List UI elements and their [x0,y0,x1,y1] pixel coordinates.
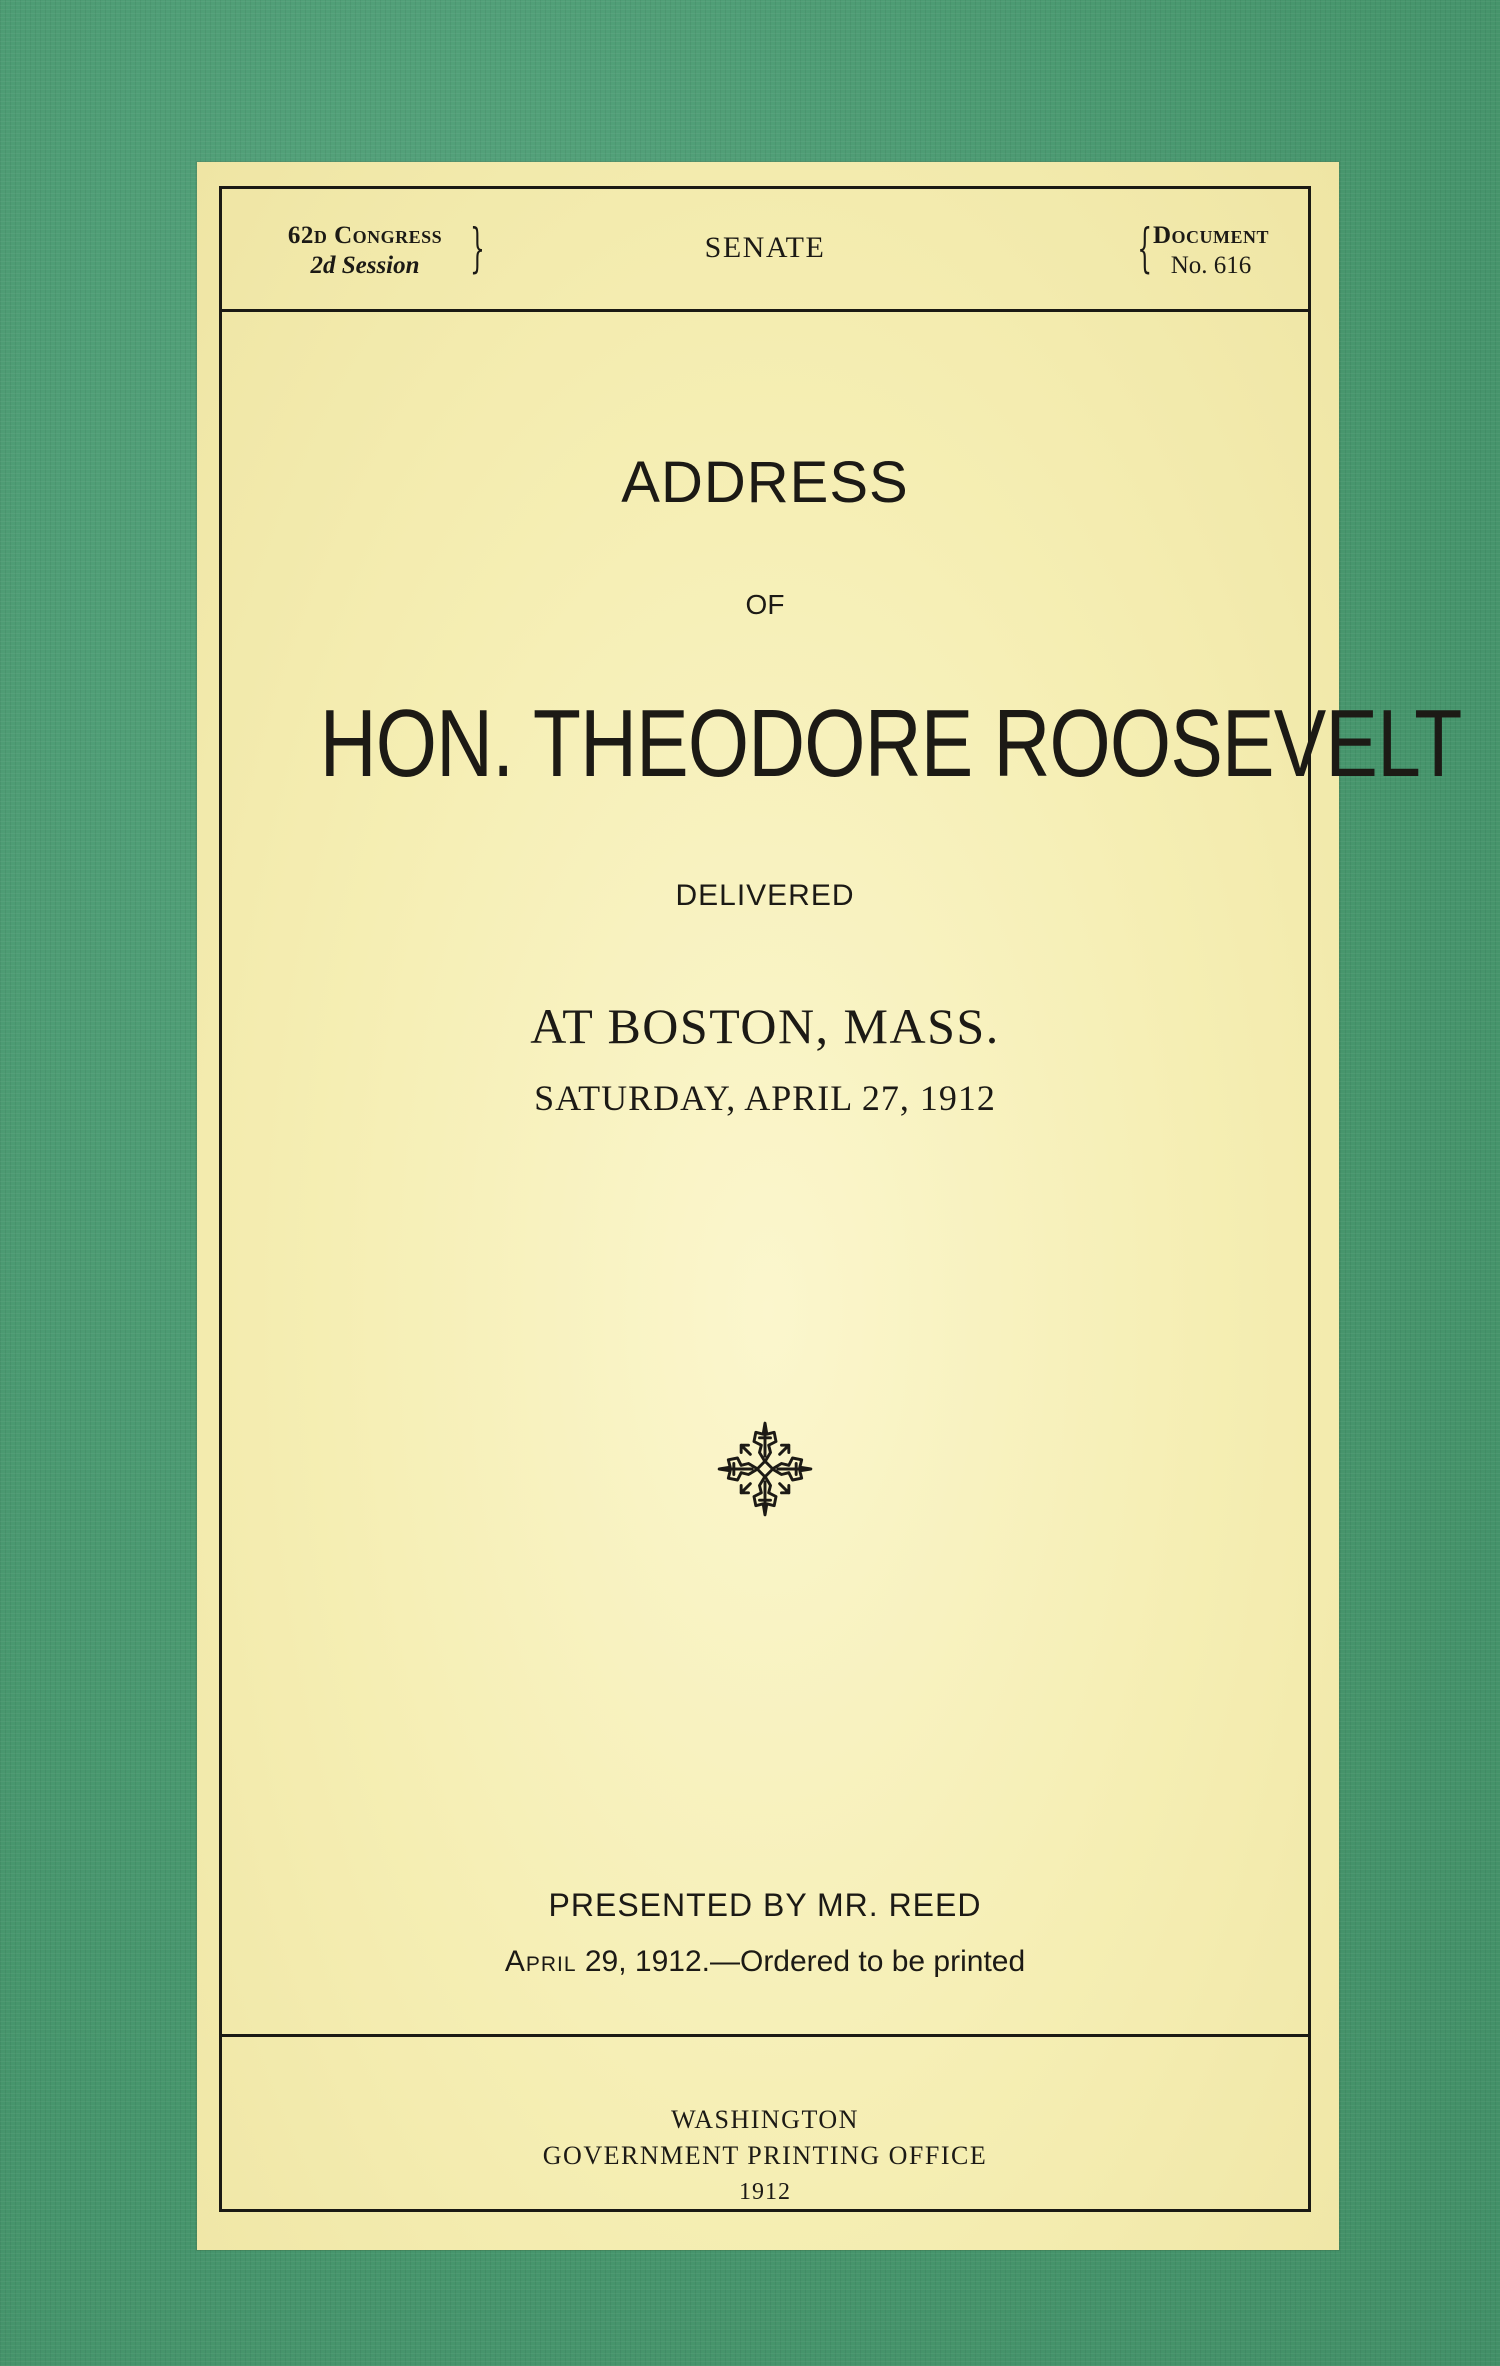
title-delivered: DELIVERED [675,879,855,912]
imprint-year: 1912 [739,2179,791,2205]
presented-by: PRESENTED BY MR. REED [548,1887,982,1923]
header-rule [222,309,1308,312]
chamber-label: SENATE [704,231,826,264]
cover-frame [219,186,1462,2212]
title-place: AT BOSTON, MASS. [530,998,1000,1054]
cover-label [197,162,1462,2250]
left-brace-icon: } [470,219,485,279]
imprint-city: WASHINGTON [671,2105,859,2134]
session-label: 2d Session [310,252,420,279]
title-date: SATURDAY, APRIL 27, 1912 [534,1078,996,1118]
document-label: Document [1152,222,1270,249]
document-number-block [1136,221,1286,281]
ordered-text: 29, 1912.—Ordered to be printed [576,1945,1026,1978]
fleuron-ornament-icon [710,1409,820,1529]
title-name: HON. THEODORE ROOSEVELT [319,690,1462,797]
title-of: OF [745,589,785,620]
title-address: ADDRESS [621,450,909,515]
footer-rule [222,2034,1308,2037]
ordered-month: April [504,1945,577,1978]
right-brace-icon: { [1137,219,1152,279]
ordered-to-be-printed [222,1945,1308,1979]
imprint-publisher: GOVERNMENT PRINTING OFFICE [542,2141,988,2170]
congress-label: 62d Congress [287,222,443,249]
document-number: No. 616 [1170,252,1252,279]
